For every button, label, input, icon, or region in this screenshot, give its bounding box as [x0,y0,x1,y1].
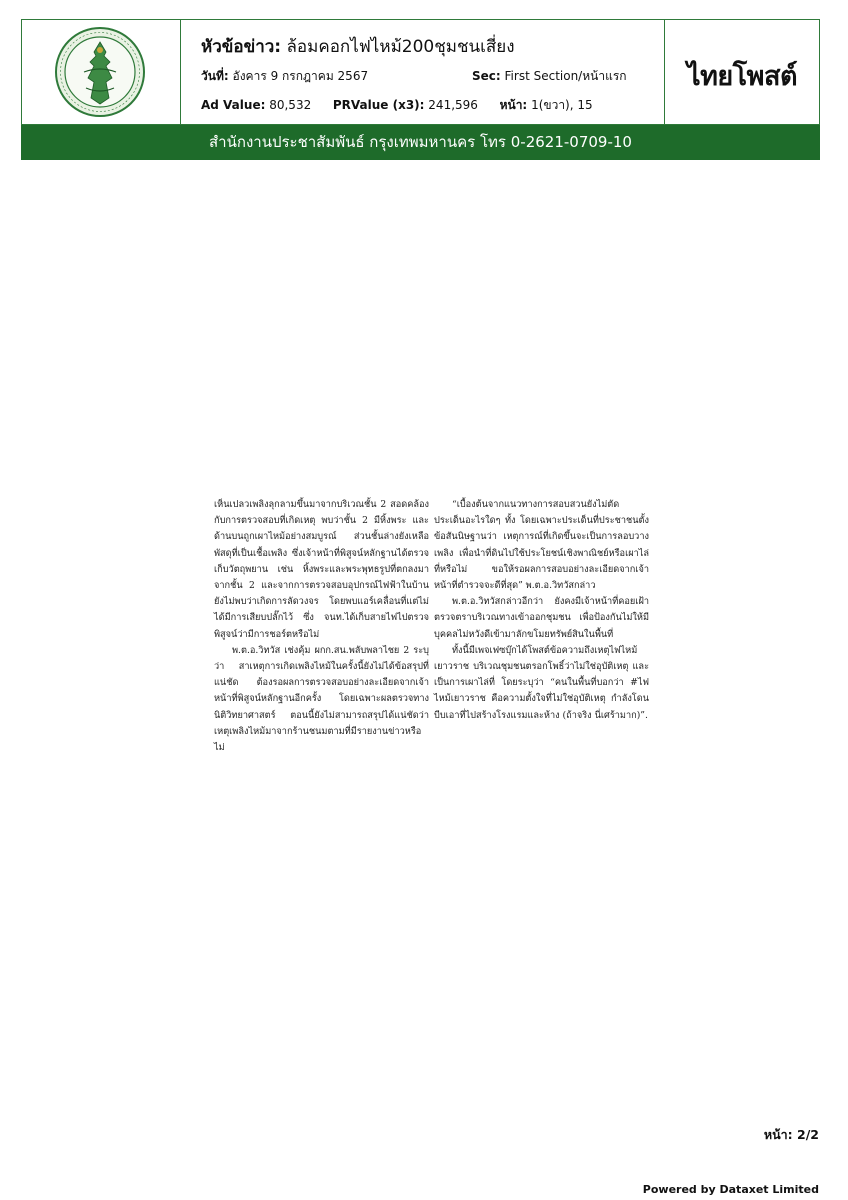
pr-value: 241,596 [428,98,478,112]
ad-value-label: Ad Value: [201,98,266,112]
clipping-header [21,19,820,125]
thaipost-logo: ไทยโพสต์ [686,61,797,92]
headline-text: ล้อมคอกไฟไหม้200ชุมชนเสี่ยง [286,37,515,57]
sec-value: First Section/หน้าแรก [504,69,627,83]
date-value: อังคาร 9 กรกฎาคม 2567 [232,69,369,83]
section-row [472,67,627,86]
article-paragraph: ทั้งนี้มีเพจเฟซบุ๊กได้โพสต์ข้อความถึงเหตุไฟไหม้เยาวราช บริเวณชุมชนตรอกโพธิ์ว่าไม่ใช่อุบัติเหตุ และเป็นการเผาไล่ที่ โดยระบุว่า “คนในพื้นที่บอกว่า #ไฟไหม้เยาวราช คือความตั้งใจที่ไม่ใช่อุบัติเหตุ กำลังโดนบีบเอาที่ไปสร้างโรงแรมและห้าง (ถ้าจริง นี่เศร้ามาก)”. [434,644,649,721]
sec-label: Sec: [472,69,501,83]
date-label: วันที่: [201,69,229,83]
article-paragraph: พ.ต.อ.วิทวัส เช่งคุ้ม ผกก.สน.พลับพลาไชย 2 ระบุว่า สาเหตุการเกิดเพลิงไหม้ในครั้งนี้ยังไม่ได้ข้อสรุปที่แน่ชัด ต้องรอผลการตรวจสอบอย่างละเอียดจากเจ้าหน้าที่พิสูจน์หลักฐานอีกครั้ง โดยเฉพาะผลตรวจทางนิติวิทยาศาสตร์ ตอนนี้ยังไม่สามารถสรุปได้แน่ชัดว่า เหตุเพลิงไหม้มาจากร้านชนมตามที่มีรายงานข่าวหรือไม่ [214,644,429,754]
article-paragraph: “เบื้องต้นจากแนวทางการสอบสวนยังไม่ตัดประเด็นอะไรใดๆ ทั้ง โดยเฉพาะประเด็นที่ประชาชนตั้งข้อสันนิษฐานว่า เหตุการณ์ที่เกิดขึ้นจะเป็นการลอบวางเพลิง เพื่อนำที่ดินไปใช้ประโยชน์เชิงพาณิชย์หรือเผาไล่ที่หรือไม่ ขอให้รอผลการสอบอย่างละเอียดจากเจ้าหน้าที่ตำรวจจะดีที่สุด” พ.ต.อ.วิทวัสกล่าว [434,499,649,592]
article-paragraph: เห็นเปลวเพลิงลุกลามขึ้นมาจากบริเวณชั้น 2 สอดคล้องกับการตรวจสอบที่เกิดเหตุ พบว่าชั้น 2 มีหิ้งพระ และด้านบนถูกเผาไหม้อย่างสมบูรณ์ ส่วนชั้นล่างยังเหลือพัสดุที่เป็นเชื้อเพลิง ซึ่งเจ้าหน้าที่พิสูจน์หลักฐานได้ตรวจเก็บวัตถุพยาน เช่น หิ้งพระและพระพุทธรูปที่ตกลงมาจากชั้น 2 และจากการตรวจสอบอุปกรณ์ไฟฟ้าในบ้านยังไม่พบว่าเกิดการลัดวงจร โดยพบแอร์เคลื่อนที่แต่ไม่ได้มีการเสียบปลั๊กไว้ ซึ่ง จนท.ได้เก็บสายไฟไปตรวจพิสูจน์ว่ามีการชอร์ตหรือไม่ [214,499,429,640]
headline [201,33,515,60]
article-paragraph: พ.ต.อ.วิทวัสกล่าวอีกว่า ยังคงมีเจ้าหน้าที่คอยเฝ้าตรวจตราบริเวณทางเข้าออกชุมชน เพื่อป้องกันไม่ให้มีบุคคลไม่หวังดีเข้ามาลักขโมยทรัพย์สินในพื้นที่ [434,596,649,640]
bangkok-seal-icon [54,26,146,118]
date-row [201,67,368,86]
value-row [201,96,593,115]
page-label: หน้า: [499,98,528,112]
ad-value: 80,532 [269,98,312,112]
headline-label: หัวข้อข่าว: [201,37,282,57]
page-indicator: หน้า: 2/2 [763,1127,819,1142]
pr-value-label: PRValue (x3): [332,98,425,112]
pr-office-bar: สำนักงานประชาสัมพันธ์ กรุงเทพมหานคร โทร 0-2621-0709-10 [21,125,820,160]
article-column-left [214,497,429,756]
logo-cell [22,20,181,124]
brand-cell [664,20,820,124]
page-value: 1(ขวา), 15 [531,98,593,112]
clipping-info [180,20,665,124]
powered-by: Powered by Dataxet Limited [642,1183,819,1196]
article-column-right [434,497,649,724]
